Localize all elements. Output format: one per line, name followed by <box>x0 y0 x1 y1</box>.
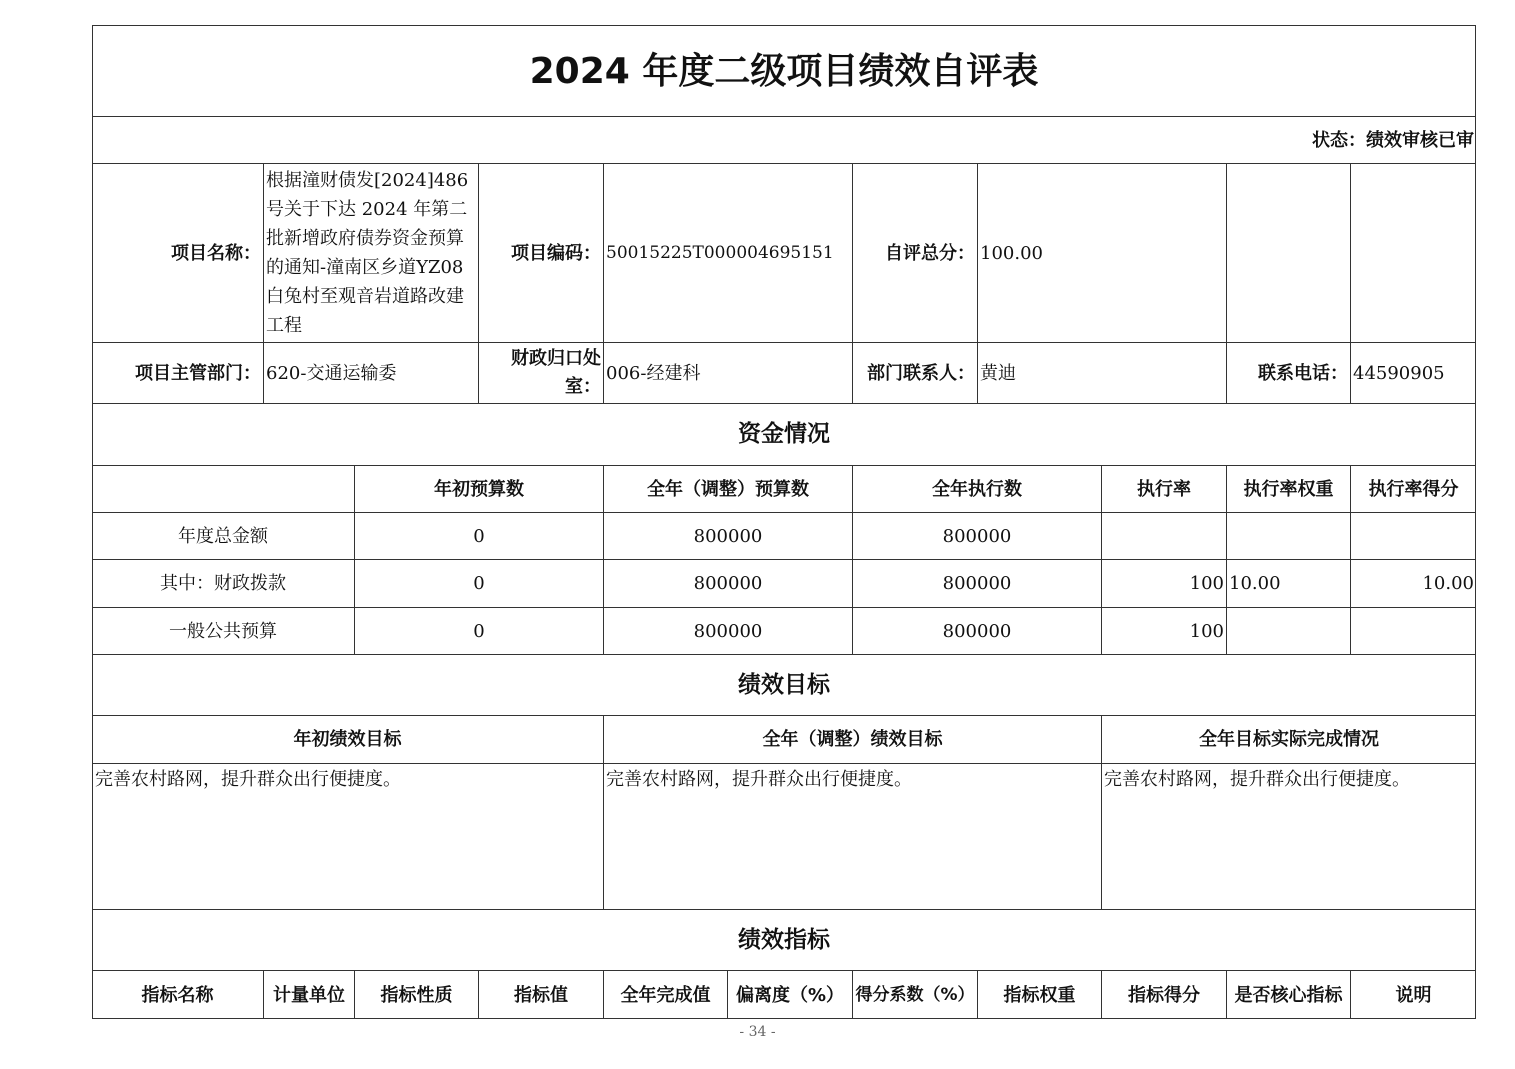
indicator-header-value: 指标值 <box>514 984 568 1006</box>
finance-office-label: 财政归口处室： <box>511 348 601 397</box>
indicator-header-score: 指标得分 <box>1128 984 1200 1006</box>
funds-row-rate <box>1102 513 1226 559</box>
indicator-header-coefficient: 得分系数（%） <box>855 984 975 1005</box>
finance-office-value: 006-经建科 <box>606 362 701 384</box>
contact-label: 部门联系人： <box>867 362 975 384</box>
funds-header-executed: 全年执行数 <box>932 478 1022 500</box>
funds-header-rate: 执行率 <box>1137 478 1191 500</box>
indicator-header-unit: 计量单位 <box>273 984 345 1006</box>
indicator-header-note: 说明 <box>1395 984 1432 1006</box>
funds-row-weight <box>1227 608 1350 654</box>
phone-value: 44590905 <box>1353 362 1445 384</box>
indicator-header-deviation: 偏离度（%） <box>735 984 845 1006</box>
project-name-label: 项目名称： <box>171 242 261 264</box>
divider <box>92 763 1476 764</box>
funds-row-rate: 100 <box>1189 620 1224 642</box>
contact-value: 黄迪 <box>980 362 1016 384</box>
dept-value: 620-交通运输委 <box>266 362 397 384</box>
funds-row-score: 10.00 <box>1422 573 1474 594</box>
goals-section-title: 绩效目标 <box>738 671 830 698</box>
goals-header-initial: 年初绩效目标 <box>293 729 402 750</box>
indicator-header-completed: 全年完成值 <box>620 984 711 1006</box>
funds-row-weight: 10.00 <box>1229 573 1281 594</box>
funds-row-score <box>1351 513 1476 559</box>
funds-row-weight <box>1227 513 1350 559</box>
indicator-header-nature: 指标性质 <box>380 984 453 1006</box>
self-score-value: 100.00 <box>980 242 1043 264</box>
phone-label: 联系电话： <box>1258 362 1348 384</box>
funds-row-executed: 800000 <box>942 620 1012 642</box>
goals-header-adjusted: 全年（调整）绩效目标 <box>762 729 943 750</box>
funds-header-weight: 执行率权重 <box>1243 478 1334 500</box>
funds-row-rate: 100 <box>1189 573 1224 594</box>
funds-row-initial: 0 <box>473 620 485 642</box>
self-score-label: 自评总分： <box>885 242 975 264</box>
funds-header-initial: 年初预算数 <box>434 478 524 500</box>
funds-header-adjusted: 全年（调整）预算数 <box>647 478 809 500</box>
funds-row-name: 一般公共预算 <box>169 620 277 642</box>
goal-adjusted-text: 完善农村路网，提升群众出行便捷度。 <box>606 769 912 790</box>
funds-row-adjusted: 800000 <box>693 525 763 547</box>
goal-actual-text: 完善农村路网，提升群众出行便捷度。 <box>1104 769 1410 790</box>
funds-section-title: 资金情况 <box>738 421 830 447</box>
project-name-value: 根据潼财债发[2024]486号关于下达 2024 年第二批新增政府债券资金预算的通知-潼南区乡道YZ08 白兔村至观音岩道路改建工程 <box>266 170 469 336</box>
dept-label: 项目主管部门： <box>135 362 261 384</box>
page-number: - 34 - <box>739 1024 776 1040</box>
funds-row-adjusted: 800000 <box>693 573 763 594</box>
project-code-label: 项目编码： <box>511 242 601 264</box>
funds-row-name: 其中：财政拨款 <box>160 573 286 594</box>
page-title: 2024 年度二级项目绩效自评表 <box>529 50 1039 92</box>
indicators-section-title: 绩效指标 <box>738 926 830 953</box>
goals-header-actual: 全年目标实际完成情况 <box>1199 729 1379 750</box>
funds-row-executed: 800000 <box>942 573 1012 594</box>
indicator-header-weight: 指标权重 <box>1003 984 1076 1006</box>
funds-row-name: 年度总金额 <box>178 525 268 547</box>
funds-row-initial: 0 <box>473 573 485 594</box>
funds-header-score: 执行率得分 <box>1368 478 1459 500</box>
funds-row-adjusted: 800000 <box>693 620 763 642</box>
indicator-header-core: 是否核心指标 <box>1234 984 1343 1006</box>
indicator-header-name: 指标名称 <box>141 984 214 1006</box>
funds-row-initial: 0 <box>473 525 485 547</box>
funds-row-executed: 800000 <box>942 525 1012 547</box>
goal-initial-text: 完善农村路网，提升群众出行便捷度。 <box>95 769 401 790</box>
funds-row-score <box>1351 608 1476 654</box>
project-code-value: 50015225T000004695151 <box>606 242 834 263</box>
status-text: 状态：绩效审核已审 <box>1312 129 1474 151</box>
